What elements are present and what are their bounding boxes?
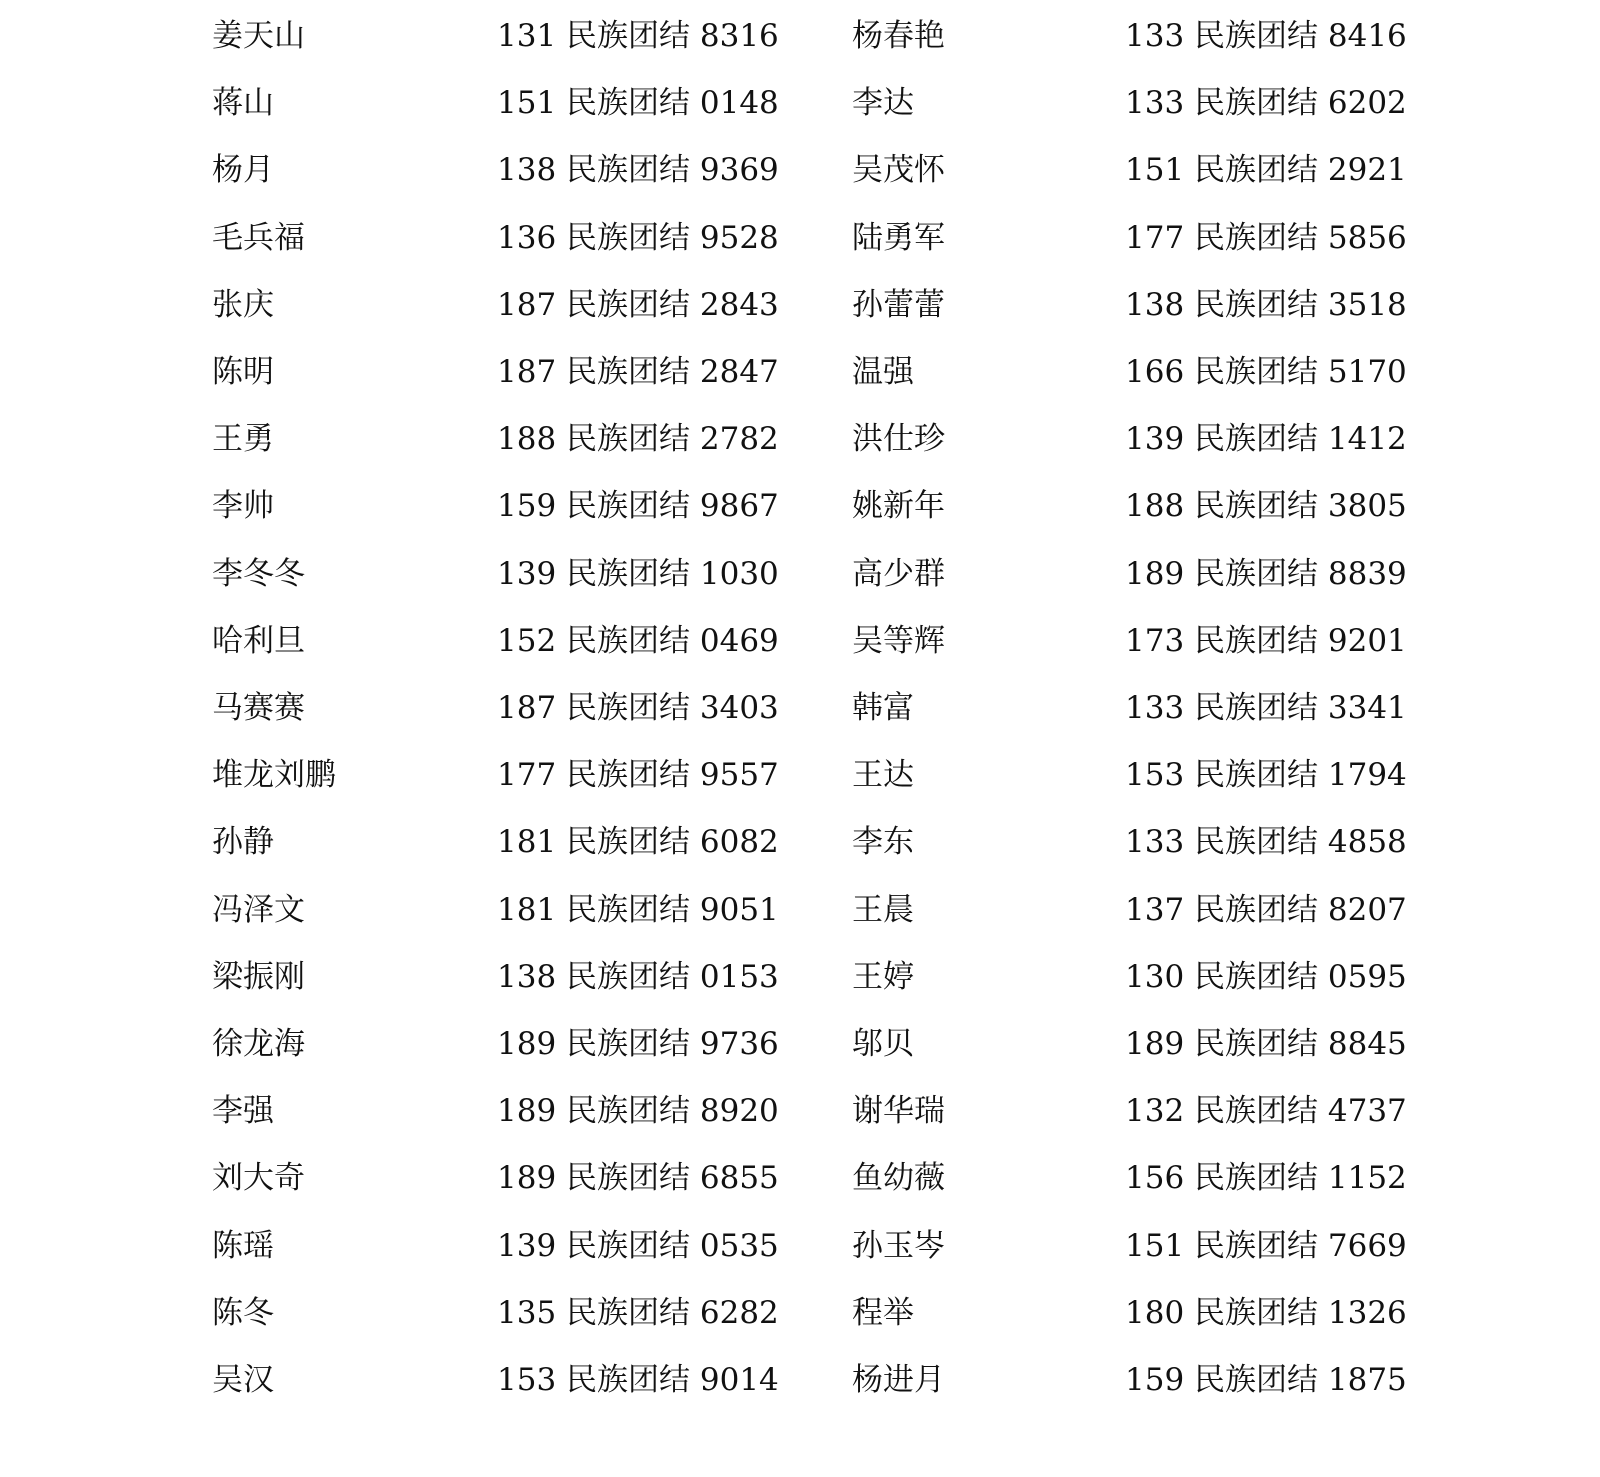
contact-name: 陆勇军: [852, 219, 945, 256]
contact-row: [0, 69, 800, 137]
contact-phone: 153 民族团结 9014: [497, 1362, 779, 1398]
contact-phone: 189 民族团结 8920: [497, 1093, 779, 1130]
contact-name: 高少群: [852, 555, 945, 592]
contact-phone: 136 民族团结 9528: [497, 219, 779, 256]
contact-phone: 187 民族团结 3403: [497, 690, 779, 726]
contact-row: [0, 1212, 800, 1280]
contact-phone: 177 民族团结 5856: [1125, 219, 1407, 256]
contact-phone: 153 民族团结 1794: [1125, 757, 1407, 794]
contact-row: [800, 136, 1600, 204]
contact-name: 温强: [852, 354, 914, 390]
contact-name: 王婷: [852, 958, 914, 995]
contact-name: 毛兵福: [212, 219, 305, 256]
contact-phone: 135 民族团结 6282: [497, 1294, 779, 1331]
contact-name: 吴茂怀: [852, 152, 945, 189]
contact-phone: 180 民族团结 1326: [1125, 1294, 1407, 1331]
contact-name: 姚新年: [852, 488, 945, 525]
contact-name: 梁振刚: [212, 958, 305, 995]
contact-row: [0, 540, 800, 608]
contact-row: [0, 741, 800, 809]
contact-phone: 187 民族团结 2843: [497, 286, 779, 323]
contact-phone: 173 民族团结 9201: [1125, 622, 1407, 659]
contact-name: 洪仕珍: [852, 421, 945, 458]
contact-row: [0, 1346, 800, 1414]
contact-phone: 151 民族团结 2921: [1125, 152, 1407, 189]
contact-phone: 130 民族团结 0595: [1125, 958, 1407, 995]
contact-name: 陈瑶: [212, 1227, 274, 1264]
contact-phone: 138 民族团结 9369: [497, 152, 779, 189]
contact-row: [800, 1212, 1600, 1280]
contact-phone: 156 民族团结 1152: [1125, 1160, 1407, 1197]
contact-phone: 189 民族团结 9736: [497, 1026, 779, 1062]
contact-name: 陈明: [212, 354, 274, 390]
contact-phone: 138 民族团结 0153: [497, 958, 779, 995]
contact-row: [800, 674, 1600, 742]
contact-row: [0, 1010, 800, 1078]
contact-row: [800, 607, 1600, 675]
contact-phone: 152 民族团结 0469: [497, 622, 779, 659]
contact-name: 杨月: [212, 152, 274, 189]
contact-phone: 166 民族团结 5170: [1125, 354, 1407, 390]
contact-row: [0, 607, 800, 675]
contact-row: [0, 1077, 800, 1145]
contact-row: [800, 271, 1600, 339]
contact-phone: 159 民族团结 9867: [497, 488, 779, 525]
contact-name: 鱼幼薇: [852, 1160, 945, 1197]
contact-row: [800, 1279, 1600, 1347]
contact-phone: 137 民族团结 8207: [1125, 891, 1407, 928]
contact-phone: 188 民族团结 3805: [1125, 488, 1407, 525]
right-column: [800, 0, 1600, 1477]
contact-row: [800, 204, 1600, 272]
contact-row: [0, 2, 800, 70]
contact-name: 徐龙海: [212, 1026, 305, 1062]
contact-row: [0, 943, 800, 1011]
contact-row: [0, 876, 800, 944]
contact-row: [800, 540, 1600, 608]
contact-name: 李东: [852, 824, 914, 861]
contact-row: [0, 472, 800, 540]
contact-name: 冯泽文: [212, 891, 305, 928]
contact-row: [0, 1279, 800, 1347]
contact-row: [800, 405, 1600, 473]
contact-row: [800, 943, 1600, 1011]
contact-phone: 181 民族团结 9051: [497, 891, 779, 928]
contact-phone: 188 民族团结 2782: [497, 421, 779, 458]
contact-row: [800, 1346, 1600, 1414]
contact-row: [0, 405, 800, 473]
contact-row: [0, 674, 800, 742]
contact-row: [800, 1077, 1600, 1145]
contact-row: [0, 808, 800, 876]
contact-name: 姜天山: [212, 18, 305, 54]
contact-name: 孙蕾蕾: [852, 286, 945, 323]
contact-phone: 131 民族团结 8316: [497, 18, 779, 54]
contact-name: 蒋山: [212, 85, 274, 122]
contact-name: 吴汉: [212, 1362, 274, 1398]
contact-row: [800, 1010, 1600, 1078]
contact-name: 堆龙刘鹏: [212, 757, 336, 794]
contact-name: 杨进月: [852, 1362, 945, 1398]
contact-row: [800, 1144, 1600, 1212]
contact-phone: 139 民族团结 1030: [497, 555, 779, 592]
contact-row: [800, 808, 1600, 876]
contact-phone: 189 民族团结 6855: [497, 1160, 779, 1197]
contact-phone: 133 民族团结 8416: [1125, 18, 1407, 54]
contact-row: [800, 741, 1600, 809]
contact-name: 张庆: [212, 286, 274, 323]
contact-row: [0, 1144, 800, 1212]
contact-phone: 133 民族团结 6202: [1125, 85, 1407, 122]
contact-phone: 138 民族团结 3518: [1125, 286, 1407, 323]
contact-phone: 189 民族团结 8845: [1125, 1026, 1407, 1062]
contact-name: 孙玉岑: [852, 1227, 945, 1264]
contact-name: 哈利旦: [212, 622, 305, 659]
contact-row: [0, 338, 800, 406]
contact-name: 王达: [852, 757, 914, 794]
contact-name: 李强: [212, 1093, 274, 1130]
contact-row: [800, 69, 1600, 137]
contact-row: [800, 338, 1600, 406]
contact-phone: 133 民族团结 3341: [1125, 690, 1407, 726]
contact-name: 杨春艳: [852, 18, 945, 54]
contact-phone: 181 民族团结 6082: [497, 824, 779, 861]
contact-row: [800, 876, 1600, 944]
contact-phone: 159 民族团结 1875: [1125, 1362, 1407, 1398]
contact-name: 马赛赛: [212, 690, 305, 726]
contact-name: 邬贝: [852, 1026, 914, 1062]
contact-row: [0, 136, 800, 204]
contact-phone: 189 民族团结 8839: [1125, 555, 1407, 592]
contact-name: 谢华瑞: [852, 1093, 945, 1130]
contact-name: 李冬冬: [212, 555, 305, 592]
contact-name: 吴等辉: [852, 622, 945, 659]
contact-phone: 133 民族团结 4858: [1125, 824, 1407, 861]
contact-row: [0, 271, 800, 339]
contact-phone: 139 民族团结 1412: [1125, 421, 1407, 458]
contact-phone: 151 民族团结 0148: [497, 85, 779, 122]
contact-row: [800, 2, 1600, 70]
contact-name: 李达: [852, 85, 914, 122]
contact-phone: 139 民族团结 0535: [497, 1227, 779, 1264]
contact-name: 王晨: [852, 891, 914, 928]
contact-row: [0, 204, 800, 272]
contact-name: 李帅: [212, 488, 274, 525]
contact-row: [800, 472, 1600, 540]
contact-name: 王勇: [212, 421, 274, 458]
contact-name: 刘大奇: [212, 1160, 305, 1197]
contact-name: 程举: [852, 1294, 914, 1331]
contact-phone: 177 民族团结 9557: [497, 757, 779, 794]
contact-name: 韩富: [852, 690, 914, 726]
contact-phone: 151 民族团结 7669: [1125, 1227, 1407, 1264]
contact-phone: 187 民族团结 2847: [497, 354, 779, 390]
contact-name: 陈冬: [212, 1294, 274, 1331]
contact-name: 孙静: [212, 824, 274, 861]
contact-phone: 132 民族团结 4737: [1125, 1093, 1407, 1130]
